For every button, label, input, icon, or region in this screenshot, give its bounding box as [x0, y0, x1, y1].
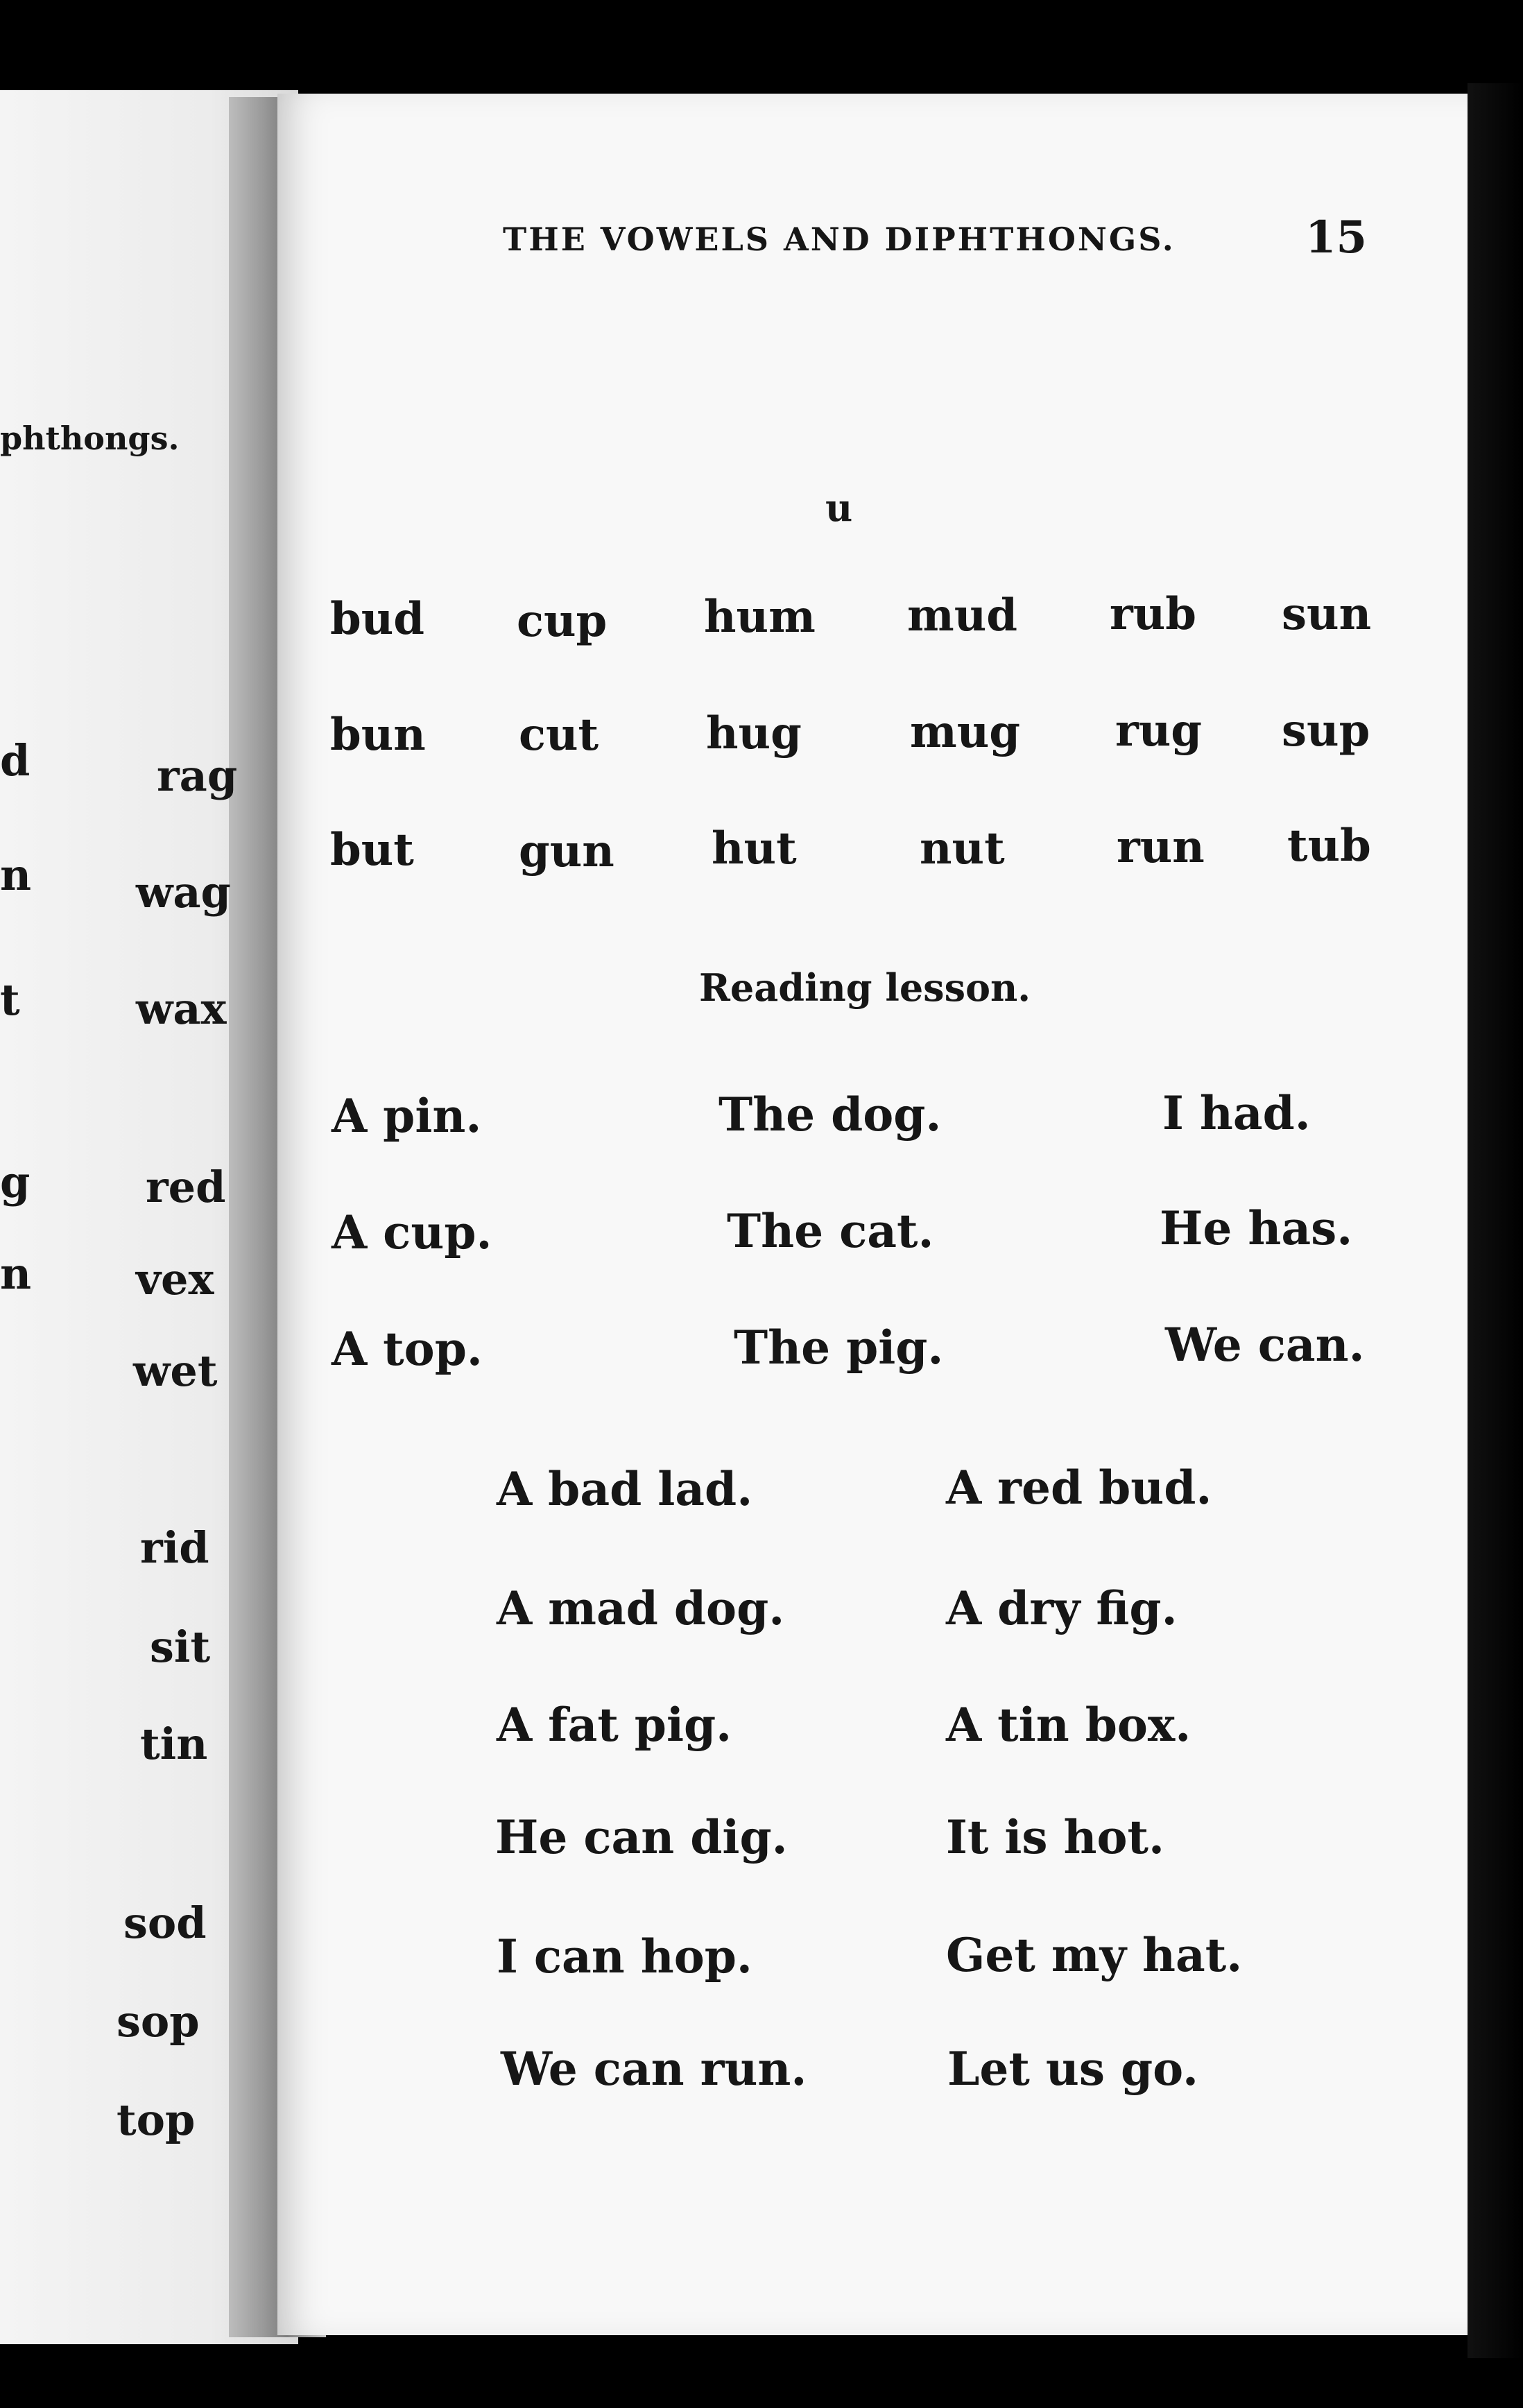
word-cell: cut: [519, 709, 599, 761]
left-page-word: tin: [140, 1719, 208, 1769]
word-cell: nut: [920, 823, 1005, 875]
lesson-sentence: I had.: [1162, 1086, 1311, 1140]
lesson-sentence: A dry fig.: [946, 1581, 1178, 1635]
left-page-word: top: [117, 2095, 196, 2145]
lesson-sentence: A red bud.: [946, 1461, 1212, 1515]
word-cell: tub: [1287, 820, 1371, 872]
left-page-fragment: d: [0, 735, 31, 786]
lesson-sentence: A top.: [332, 1322, 483, 1376]
word-cell: hug: [706, 707, 802, 759]
lesson-sentence: A bad lad.: [497, 1462, 753, 1516]
lesson-sentence: Get my hat.: [946, 1928, 1243, 1982]
word-cell: rug: [1115, 705, 1202, 757]
word-cell: sun: [1282, 588, 1372, 640]
left-page-fragment: n: [0, 850, 32, 900]
lesson-sentence: A mad dog.: [497, 1581, 785, 1635]
lesson-sentence: I can hop.: [497, 1929, 752, 1984]
word-cell: mud: [907, 590, 1017, 642]
lesson-sentence: The dog.: [719, 1087, 942, 1142]
running-head: THE VOWELS AND DIPHTHONGS.: [503, 221, 1176, 258]
word-cell: but: [330, 824, 414, 876]
lesson-sentence: A pin.: [332, 1089, 482, 1143]
lesson-sentence: We can run.: [501, 2042, 807, 2096]
left-page-word: sop: [117, 1996, 200, 2047]
left-page-word: sit: [150, 1622, 211, 1672]
page-number: 15: [1305, 212, 1368, 264]
left-page-word: wag: [136, 867, 231, 918]
lesson-sentence: He has.: [1160, 1201, 1353, 1255]
left-page-heading: phthongs.: [0, 420, 180, 457]
word-cell: mug: [910, 706, 1020, 758]
section-letter: u: [825, 485, 853, 530]
lesson-sentence: He can dig.: [495, 1810, 788, 1864]
page-edge-shadow: [1468, 83, 1523, 2358]
left-page-fragment: g: [0, 1157, 31, 1207]
lesson-sentence: A tin box.: [946, 1698, 1191, 1752]
left-page-fragment: n: [0, 1248, 32, 1299]
left-page-fragment: t: [0, 974, 20, 1025]
lesson-sentence: A cup.: [332, 1205, 492, 1259]
word-cell: rub: [1110, 588, 1196, 640]
lesson-sentence: It is hot.: [946, 1810, 1165, 1864]
word-cell: run: [1117, 821, 1205, 873]
word-cell: hut: [712, 823, 797, 875]
lesson-sentence: The pig.: [734, 1321, 944, 1375]
lesson-sentence: A fat pig.: [497, 1698, 732, 1752]
word-cell: gun: [519, 825, 614, 877]
lesson-sentence: We can.: [1165, 1318, 1365, 1372]
word-cell: sup: [1282, 705, 1370, 757]
word-cell: bud: [330, 593, 425, 645]
lesson-sentence: Let us go.: [947, 2042, 1198, 2096]
left-page-word: sod: [123, 1898, 207, 1948]
word-cell: cup: [517, 595, 608, 647]
left-page-word: rag: [157, 750, 238, 801]
left-page-word: wet: [133, 1345, 218, 1396]
left-page-word: rid: [140, 1522, 209, 1573]
word-cell: bun: [330, 709, 426, 761]
word-cell: hum: [704, 591, 816, 643]
left-page-word: vex: [136, 1254, 214, 1305]
lesson-sentence: The cat.: [727, 1204, 934, 1258]
left-page-word: wax: [136, 983, 227, 1034]
lesson-heading: Reading lesson.: [699, 965, 1031, 1010]
left-page-word: red: [146, 1162, 226, 1212]
